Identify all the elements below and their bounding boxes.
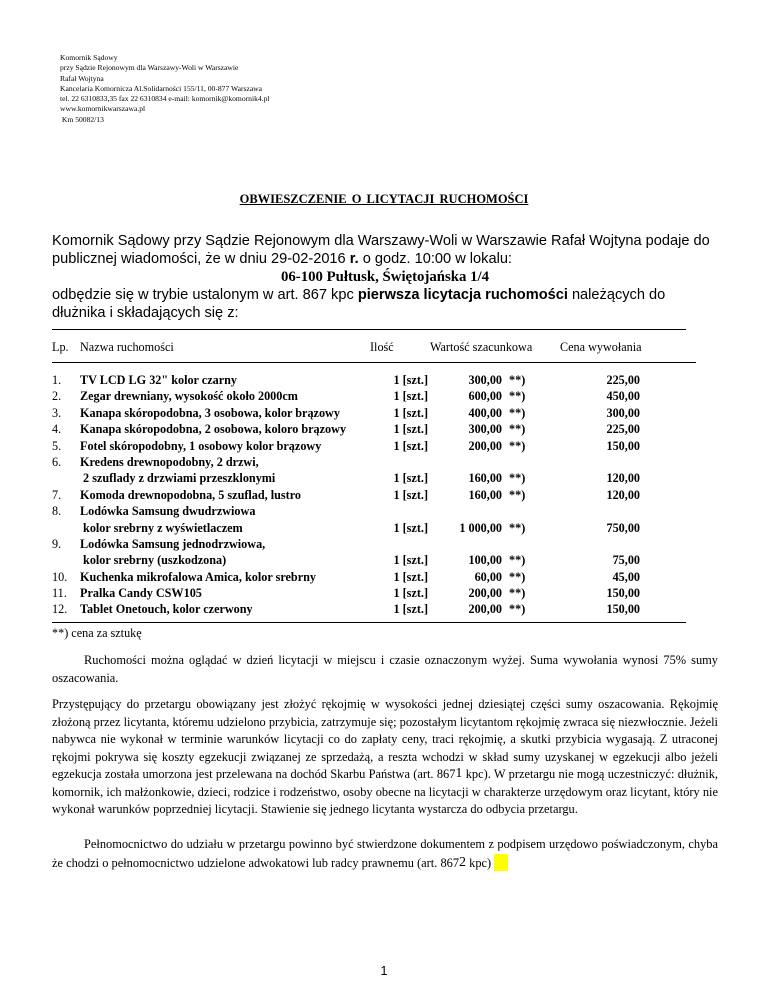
paragraph-1-text: Ruchomości można oglądać w dzień licytacji w miejscu i czasie oznaczonym wyżej. Suma wywołania wynosi 75% sumy oszacowania.	[52, 653, 718, 685]
row-name: 2 szuflady z drzwiami przeszklonymi	[80, 471, 276, 486]
row-lp: 7.	[52, 487, 62, 502]
row-star: **)	[509, 405, 526, 420]
row-lp: 1.	[52, 373, 62, 387]
row-qty: 1 [szt.]	[393, 487, 428, 502]
document-title: OBWIESZCZENIE O LICYTACJI RUCHOMOŚCI	[239, 192, 529, 206]
row-lp: 10.	[52, 569, 68, 584]
paragraph-2	[52, 696, 718, 819]
row-price: 225,00	[606, 422, 640, 437]
row-price: 120,00	[606, 487, 640, 502]
intro-line2a: odbędzie się w trybie ustalonym w art. 867 kpc	[52, 287, 358, 303]
row-value: 200,00	[468, 586, 502, 601]
row-name: kolor srebrny z wyświetlaczem	[80, 520, 243, 535]
row-qty: 1 [szt.]	[393, 520, 428, 535]
table-row	[0, 405, 768, 421]
bailiff-header	[60, 53, 269, 125]
row-star: **)	[509, 553, 526, 568]
row-qty: 1 [szt.]	[393, 389, 428, 404]
divider-top	[52, 329, 686, 330]
row-price: 45,00	[612, 569, 640, 584]
row-price: 150,00	[606, 602, 640, 617]
row-name: Lodówka Samsung jednodrzwiowa,	[80, 536, 266, 551]
row-value: 1 000,00	[459, 520, 502, 535]
row-qty: 1 [szt.]	[393, 586, 428, 601]
divider-bottom	[52, 622, 686, 623]
row-qty: 1 [szt.]	[393, 422, 428, 437]
table-row	[0, 536, 768, 552]
row-name: Kredens drewnopodobny, 2 drzwi,	[80, 454, 259, 469]
row-star: **)	[509, 471, 526, 486]
header-line: www.komornikwarszawa.pl	[60, 104, 146, 114]
row-value: 300,00	[468, 373, 502, 387]
row-qty: 1 [szt.]	[393, 438, 428, 453]
row-lp: 3.	[52, 405, 62, 420]
row-name: Pralka Candy CSW105	[80, 586, 202, 601]
intro-line1b: o godz. 10:00 w lokalu:	[358, 251, 512, 267]
intro-text	[52, 232, 718, 268]
row-name: Kanapa skóropodobna, 2 osobowa, koloro brązowy	[80, 422, 347, 437]
table-row	[0, 503, 768, 519]
table-row	[0, 601, 768, 617]
row-value: 160,00	[468, 471, 502, 486]
row-name: Komoda drewnopodobna, 5 szuflad, lustro	[80, 487, 302, 502]
table-row	[0, 438, 768, 454]
row-name: Tablet Onetouch, kolor czerwony	[80, 602, 253, 617]
row-lp: 12.	[52, 602, 68, 617]
row-qty: 1 [szt.]	[393, 405, 428, 420]
row-price: 120,00	[606, 471, 640, 486]
row-price: 150,00	[606, 438, 640, 453]
header-line: Kancelaria Komornicza Al.Solidarności 155/11, 00-877 Warszawa	[60, 83, 263, 93]
row-value: 300,00	[468, 422, 502, 437]
row-value: 600,00	[468, 389, 502, 404]
row-value: 200,00	[468, 602, 502, 617]
intro-line2b: należących do dłużnika i składających się z:	[52, 287, 666, 321]
header-value: Wartość szacunkowa	[430, 340, 533, 354]
row-qty: 1 [szt.]	[393, 553, 428, 568]
row-qty: 1 [szt.]	[393, 602, 428, 617]
table-row	[0, 470, 768, 486]
row-qty: 1 [szt.]	[393, 471, 428, 486]
p2-text-b: kpc). W przetargu nie mogą uczestniczyć: dłużnik, komornik, ich małżonkowie, dzieci, rodzice i rodzeństwo, osoby obecne na licytacji w charakterze urzędowym oraz licytant, który nie wykonał warunków poprzedniej licytacji. Stawienie się jednego licytanta wystarcza do odbycia przetargu.	[52, 767, 718, 816]
header-price: Cena wywołania	[560, 340, 642, 354]
p2-superscript: 1	[455, 766, 463, 781]
paragraph-1	[52, 652, 718, 687]
row-price: 750,00	[606, 520, 640, 535]
p3-text-a: Pełnomocnictwo do udziału w przetargu powinno być stwierdzone dokumentem z podpisem urzędowo poświadczonym, chyba że chodzi o pełnomocnictwo udzielone adwokatowi lub radcy prawnemu (art. 867	[52, 837, 718, 870]
row-lp: 5.	[52, 438, 62, 453]
paragraph-3	[52, 836, 718, 872]
row-price: 150,00	[606, 586, 640, 601]
row-lp: 8.	[52, 504, 62, 519]
row-price: 300,00	[606, 405, 640, 420]
intro-section	[52, 232, 718, 322]
table-row	[0, 569, 768, 585]
row-qty: 1 [szt.]	[393, 373, 428, 387]
header-line: tel. 22 6310833,35 fax 22 6310834 e-mail: komornik@komornik4.pl	[60, 94, 270, 104]
row-value: 160,00	[468, 487, 502, 502]
header-qty: Ilość	[370, 340, 394, 354]
p3-text-b: kpc)	[466, 855, 495, 870]
table-row	[0, 372, 768, 388]
header-line: Km 50082/13	[60, 114, 104, 124]
row-lp: 2.	[52, 389, 62, 404]
row-star: **)	[509, 422, 526, 437]
row-star: **)	[509, 569, 526, 584]
row-lp: 9.	[52, 536, 62, 551]
auction-address: 06-100 Pułtusk, Świętojańska 1/4	[280, 269, 489, 285]
table-row	[0, 552, 768, 568]
row-name: Kanapa skóropodobna, 3 osobowa, kolor brązowy	[80, 405, 340, 420]
row-name: Fotel skóropodobny, 1 osobowy kolor brązowy	[80, 438, 322, 453]
row-name: Kuchenka mikrofalowa Amica, kolor srebrny	[80, 569, 316, 584]
divider-header	[52, 362, 696, 363]
p2-text-a: Przystępujący do przetargu obowiązany jest złożyć rękojmię w wysokości jednej dziesiątej części sumy oszacowania. Rękojmię złożoną przez licytanta, któremu udzielono przybicia, zatrzymuje się; pozostałym licytantom rękojmię zwraca się niezwłocznie. Jeżeli nabywca nie wykonał w terminie warunków licytacji co do zapłaty ceny, traci rękojmię, a skutki przybicia wygasają. Z utraconej rękojmi pokrywa się koszty egzekucji związanej ze sprzedażą, a reszta wchodzi w skład sumy uzyskanej w egzekucji albo jeżeli egzekucja została umorzona jest przelewana na dochód Skarbu Państwa (art. 867	[52, 697, 718, 781]
row-price: 450,00	[606, 389, 640, 404]
row-name: Zegar drewniany, wysokość około 2000cm	[80, 389, 298, 404]
items-table	[0, 372, 768, 618]
row-value: 400,00	[468, 405, 502, 420]
row-value: 60,00	[474, 569, 502, 584]
header-line: Komornik Sądowy	[60, 53, 118, 62]
intro-r: r.	[349, 251, 359, 267]
row-star: **)	[509, 586, 526, 601]
p3-superscript: 2	[459, 854, 467, 870]
row-lp: 6.	[52, 454, 62, 469]
header-lp: Lp.	[52, 340, 69, 354]
row-name: TV LCD LG 32" kolor czarny	[80, 373, 237, 387]
row-value: 200,00	[468, 438, 502, 453]
row-star: **)	[509, 487, 526, 502]
header-line: Rafał Wojtyna	[60, 73, 104, 83]
row-price: 75,00	[612, 553, 640, 568]
intro-line1: Komornik Sądowy przy Sądzie Rejonowym dla Warszawy-Woli w Warszawie Rafał Wojtyna podaje do publicznej wiadomości, że w dniu 29-02-2016	[52, 233, 710, 267]
paragraph-3-text	[52, 836, 718, 872]
row-star: **)	[509, 389, 526, 404]
page-number: 1	[380, 964, 388, 978]
intro-line2-bold: pierwsza licytacja ruchomości	[357, 287, 568, 303]
row-qty: 1 [szt.]	[393, 569, 428, 584]
row-star: **)	[509, 438, 526, 453]
table-row	[0, 520, 768, 536]
header-name: Nazwa ruchomości	[80, 340, 174, 354]
table-row	[0, 454, 768, 470]
price-note: **) cena za sztukę	[52, 626, 142, 640]
highlight-mark	[494, 854, 508, 871]
header-line: przy Sądzie Rejonowym dla Warszawy-Woli w Warszawie	[60, 63, 239, 73]
row-lp: 11.	[52, 586, 67, 601]
intro-text2	[52, 286, 718, 322]
row-name: kolor srebrny (uszkodzona)	[80, 553, 227, 568]
row-name: Lodówka Samsung dwudrzwiowa	[80, 504, 256, 519]
row-star: **)	[509, 520, 526, 535]
row-lp: 4.	[52, 422, 62, 437]
table-row	[0, 388, 768, 404]
row-value: 100,00	[468, 553, 502, 568]
table-row	[0, 487, 768, 503]
paragraph-2-text	[52, 696, 718, 819]
table-row	[0, 585, 768, 601]
row-star: **)	[509, 373, 526, 387]
row-price: 225,00	[606, 373, 640, 387]
table-row	[0, 421, 768, 437]
row-star: **)	[509, 602, 526, 617]
